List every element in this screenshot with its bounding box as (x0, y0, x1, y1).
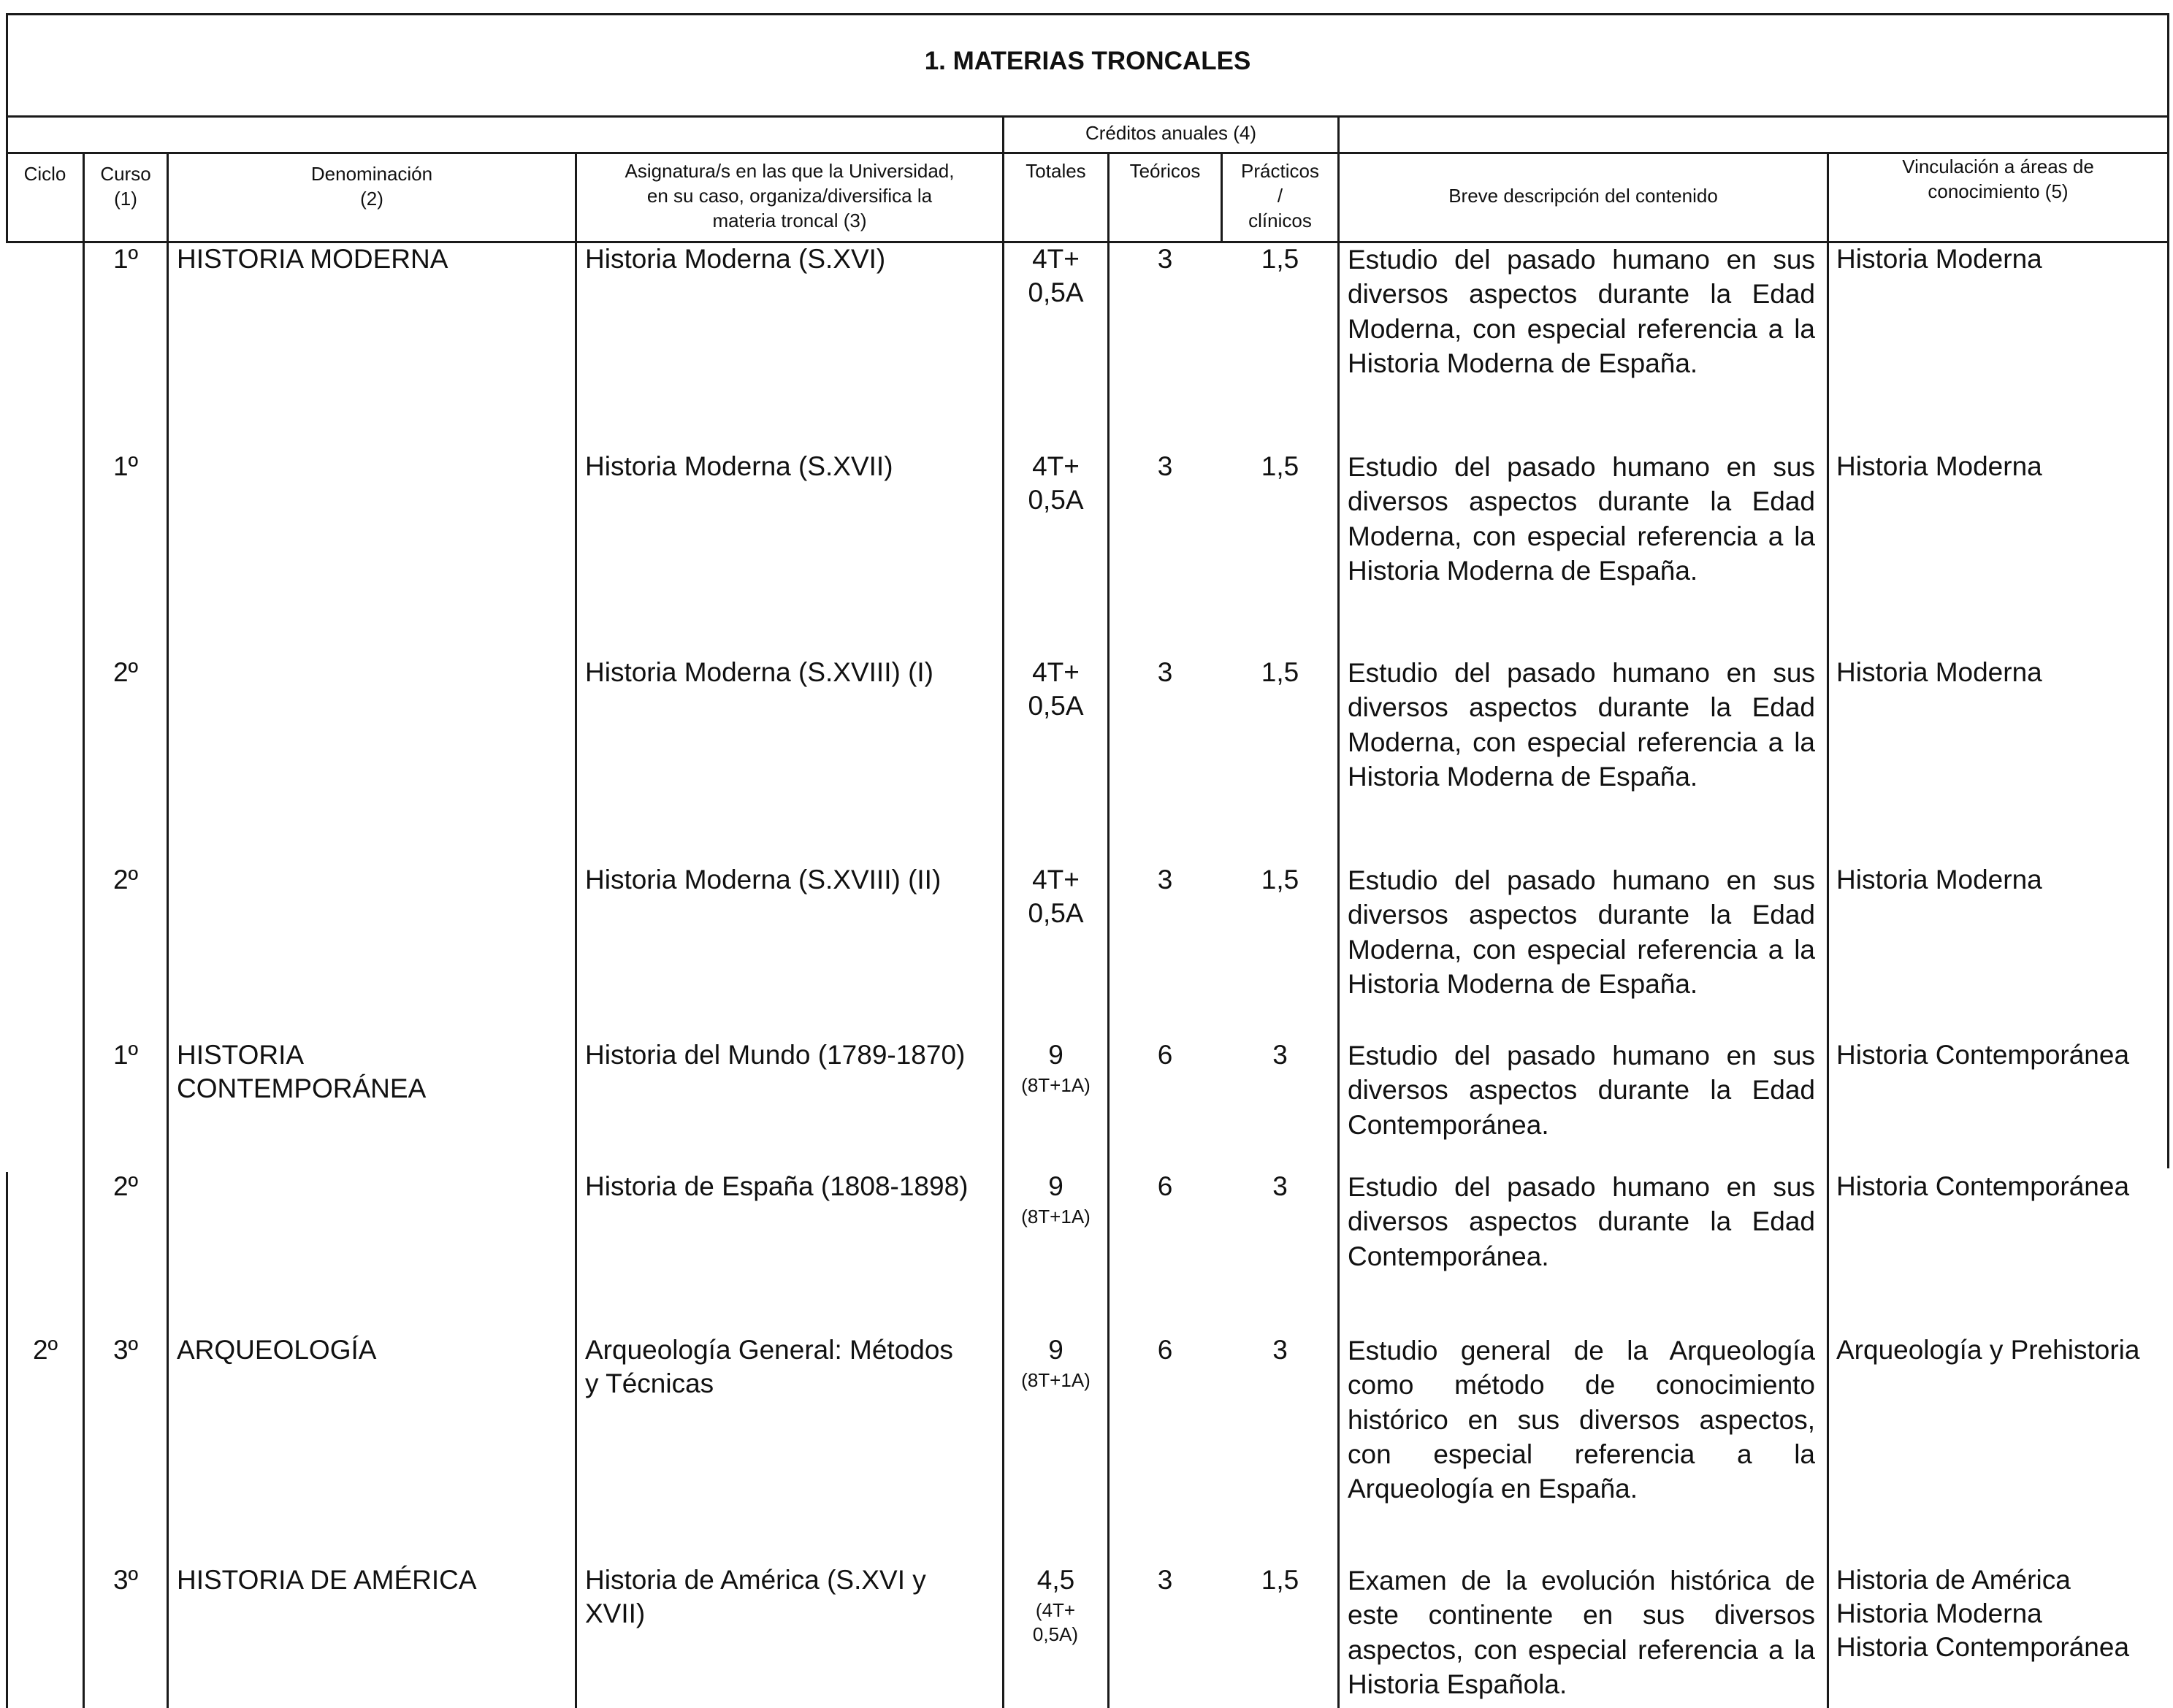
row-denominacion: ARQUEOLOGÍA (177, 1335, 377, 1365)
row-descripcion: Examen de la evolución histórica de este continente en sus diversos aspectos, con especial referencia a la Historia Española. (1348, 1566, 1815, 1700)
row-vinculacion: Historia Moderna (1836, 451, 2042, 481)
row-asignatura: Historia Moderna (S.XVIII) (I) (585, 657, 934, 687)
row-denominacion: HISTORIA CONTEMPORÁNEA (177, 1040, 427, 1103)
row-totales-note: (4T+ 0,5A) (1032, 1599, 1079, 1645)
row-vinculacion: Historia de América Historia Moderna Historia Contemporánea (1836, 1565, 2130, 1662)
row-vinculacion: Historia Moderna (1836, 244, 2042, 274)
row-descripcion: Estudio del pasado humano en sus diversos aspectos durante la Edad Moderna, con especial referencia a la Historia Moderna de España. (1348, 452, 1815, 586)
row-totales: 4,5 (1036, 1565, 1075, 1595)
row-teoricos: 6 (1157, 1335, 1173, 1365)
row-practicos: 1,5 (1261, 865, 1299, 895)
row-teoricos: 6 (1157, 1171, 1173, 1201)
row-practicos: 1,5 (1261, 244, 1299, 274)
row-curso: 3º (112, 1565, 139, 1595)
row-asignatura: Historia de América (S.XVI y XVII) (585, 1565, 926, 1628)
row-totales-note: (8T+1A) (1021, 1369, 1091, 1391)
row-vinculacion: Historia Contemporánea (1836, 1040, 2130, 1070)
rule-b-practicos (1337, 241, 1340, 1708)
header-practicos: Prácticos / clínicos (1241, 160, 1319, 231)
row-curso: 2º (112, 865, 139, 895)
rule-b-desc (1827, 241, 1829, 1708)
row-totales: 4T+ 0,5A (1028, 865, 1084, 928)
row-vinculacion: Historia Contemporánea (1836, 1171, 2130, 1201)
header-totales: Totales (1026, 160, 1086, 182)
row-teoricos: 3 (1157, 451, 1173, 481)
row-curso: 2º (112, 1171, 139, 1201)
row-practicos: 3 (1272, 1171, 1288, 1201)
row-asignatura: Historia de España (1808-1898) (585, 1171, 969, 1201)
header-asignaturas: Asignatura/s en las que la Universidad, en su caso, organiza/diversifica la materia troncal (3) (625, 160, 955, 231)
row-asignatura: Historia Moderna (S.XVII) (585, 451, 893, 481)
rule-top (6, 13, 2169, 15)
row-practicos: 1,5 (1261, 451, 1299, 481)
row-curso: 3º (112, 1335, 139, 1365)
rule-h-practicos (1337, 115, 1340, 241)
rule-creditos-sub (1002, 152, 1340, 154)
row-teoricos: 3 (1157, 244, 1173, 274)
row-descripcion: Estudio del pasado humano en sus diversos aspectos durante la Edad Moderna, con especial referencia a la Historia Moderna de España. (1348, 245, 1815, 379)
row-practicos: 3 (1272, 1335, 1288, 1365)
row-asignatura: Arqueología General: Métodos y Técnicas (585, 1335, 953, 1398)
rule-title-bottom (6, 115, 2169, 118)
header-vinculacion: Vinculación a áreas de conocimiento (5) (1902, 156, 2094, 202)
row-totales: 9 (1048, 1040, 1063, 1070)
header-teoricos: Teóricos (1129, 160, 1201, 182)
row-practicos: 1,5 (1261, 657, 1299, 687)
row-asignatura: Historia Moderna (S.XVI) (585, 244, 886, 274)
row-denominacion: HISTORIA MODERNA (177, 244, 448, 274)
rule-b-right (2167, 241, 2169, 1168)
row-totales: 4T+ 0,5A (1028, 244, 1084, 307)
header-denominacion: Denominación (2) (310, 163, 433, 210)
row-totales-note: (8T+1A) (1021, 1206, 1091, 1228)
row-practicos: 3 (1272, 1040, 1288, 1070)
row-denominacion: HISTORIA DE AMÉRICA (177, 1565, 477, 1595)
row-curso: 1º (112, 244, 139, 274)
row-teoricos: 3 (1157, 1565, 1173, 1595)
row-descripcion: Estudio general de la Arqueología como método de conocimiento histórico en sus diversos aspectos, con especial referencia a la Arqueología en España. (1348, 1336, 1815, 1504)
row-descripcion: Estudio del pasado humano en sus diversos aspectos durante la Edad Moderna, con especial referencia a la Historia Moderna de España. (1348, 658, 1815, 792)
rule-b-curso-right (167, 241, 169, 1708)
header-descripcion: Breve descripción del contenido (1448, 185, 1718, 207)
header-curso: Curso (1) (100, 163, 151, 210)
row-curso: 2º (112, 657, 139, 687)
header-creditos-group: Créditos anuales (4) (1085, 122, 1257, 144)
row-ciclo: 2º (32, 1335, 58, 1365)
row-asignatura: Historia del Mundo (1789-1870) (585, 1040, 966, 1070)
row-totales: 4T+ 0,5A (1028, 451, 1084, 515)
row-descripcion: Estudio del pasado humano en sus diversos aspectos durante la Edad Moderna, con especial referencia a la Historia Moderna de España. (1348, 865, 1815, 1000)
row-totales: 9 (1048, 1171, 1063, 1201)
row-descripcion: Estudio del pasado humano en sus diversos aspectos durante la Edad Contemporánea. (1348, 1172, 1815, 1271)
row-vinculacion: Historia Moderna (1836, 865, 2042, 895)
rule-b-denom (575, 241, 577, 1708)
row-totales: 4T+ 0,5A (1028, 657, 1084, 721)
row-totales-note: (8T+1A) (1021, 1074, 1091, 1096)
row-teoricos: 6 (1157, 1040, 1173, 1070)
row-teoricos: 3 (1157, 865, 1173, 895)
row-totales: 9 (1048, 1335, 1063, 1365)
rule-b-left (6, 1172, 8, 1708)
row-curso: 1º (112, 1040, 139, 1070)
header-ciclo: Ciclo (23, 163, 66, 185)
row-practicos: 1,5 (1261, 1565, 1299, 1595)
row-vinculacion: Historia Moderna (1836, 657, 2042, 687)
table-title: 1. MATERIAS TRONCALES (924, 47, 1251, 75)
row-asignatura: Historia Moderna (S.XVIII) (II) (585, 865, 942, 895)
row-curso: 1º (112, 451, 139, 481)
row-descripcion: Estudio del pasado humano en sus diversos aspectos durante la Edad Contemporánea. (1348, 1041, 1815, 1140)
row-vinculacion: Arqueología y Prehistoria (1836, 1335, 2140, 1365)
row-teoricos: 3 (1157, 657, 1173, 687)
